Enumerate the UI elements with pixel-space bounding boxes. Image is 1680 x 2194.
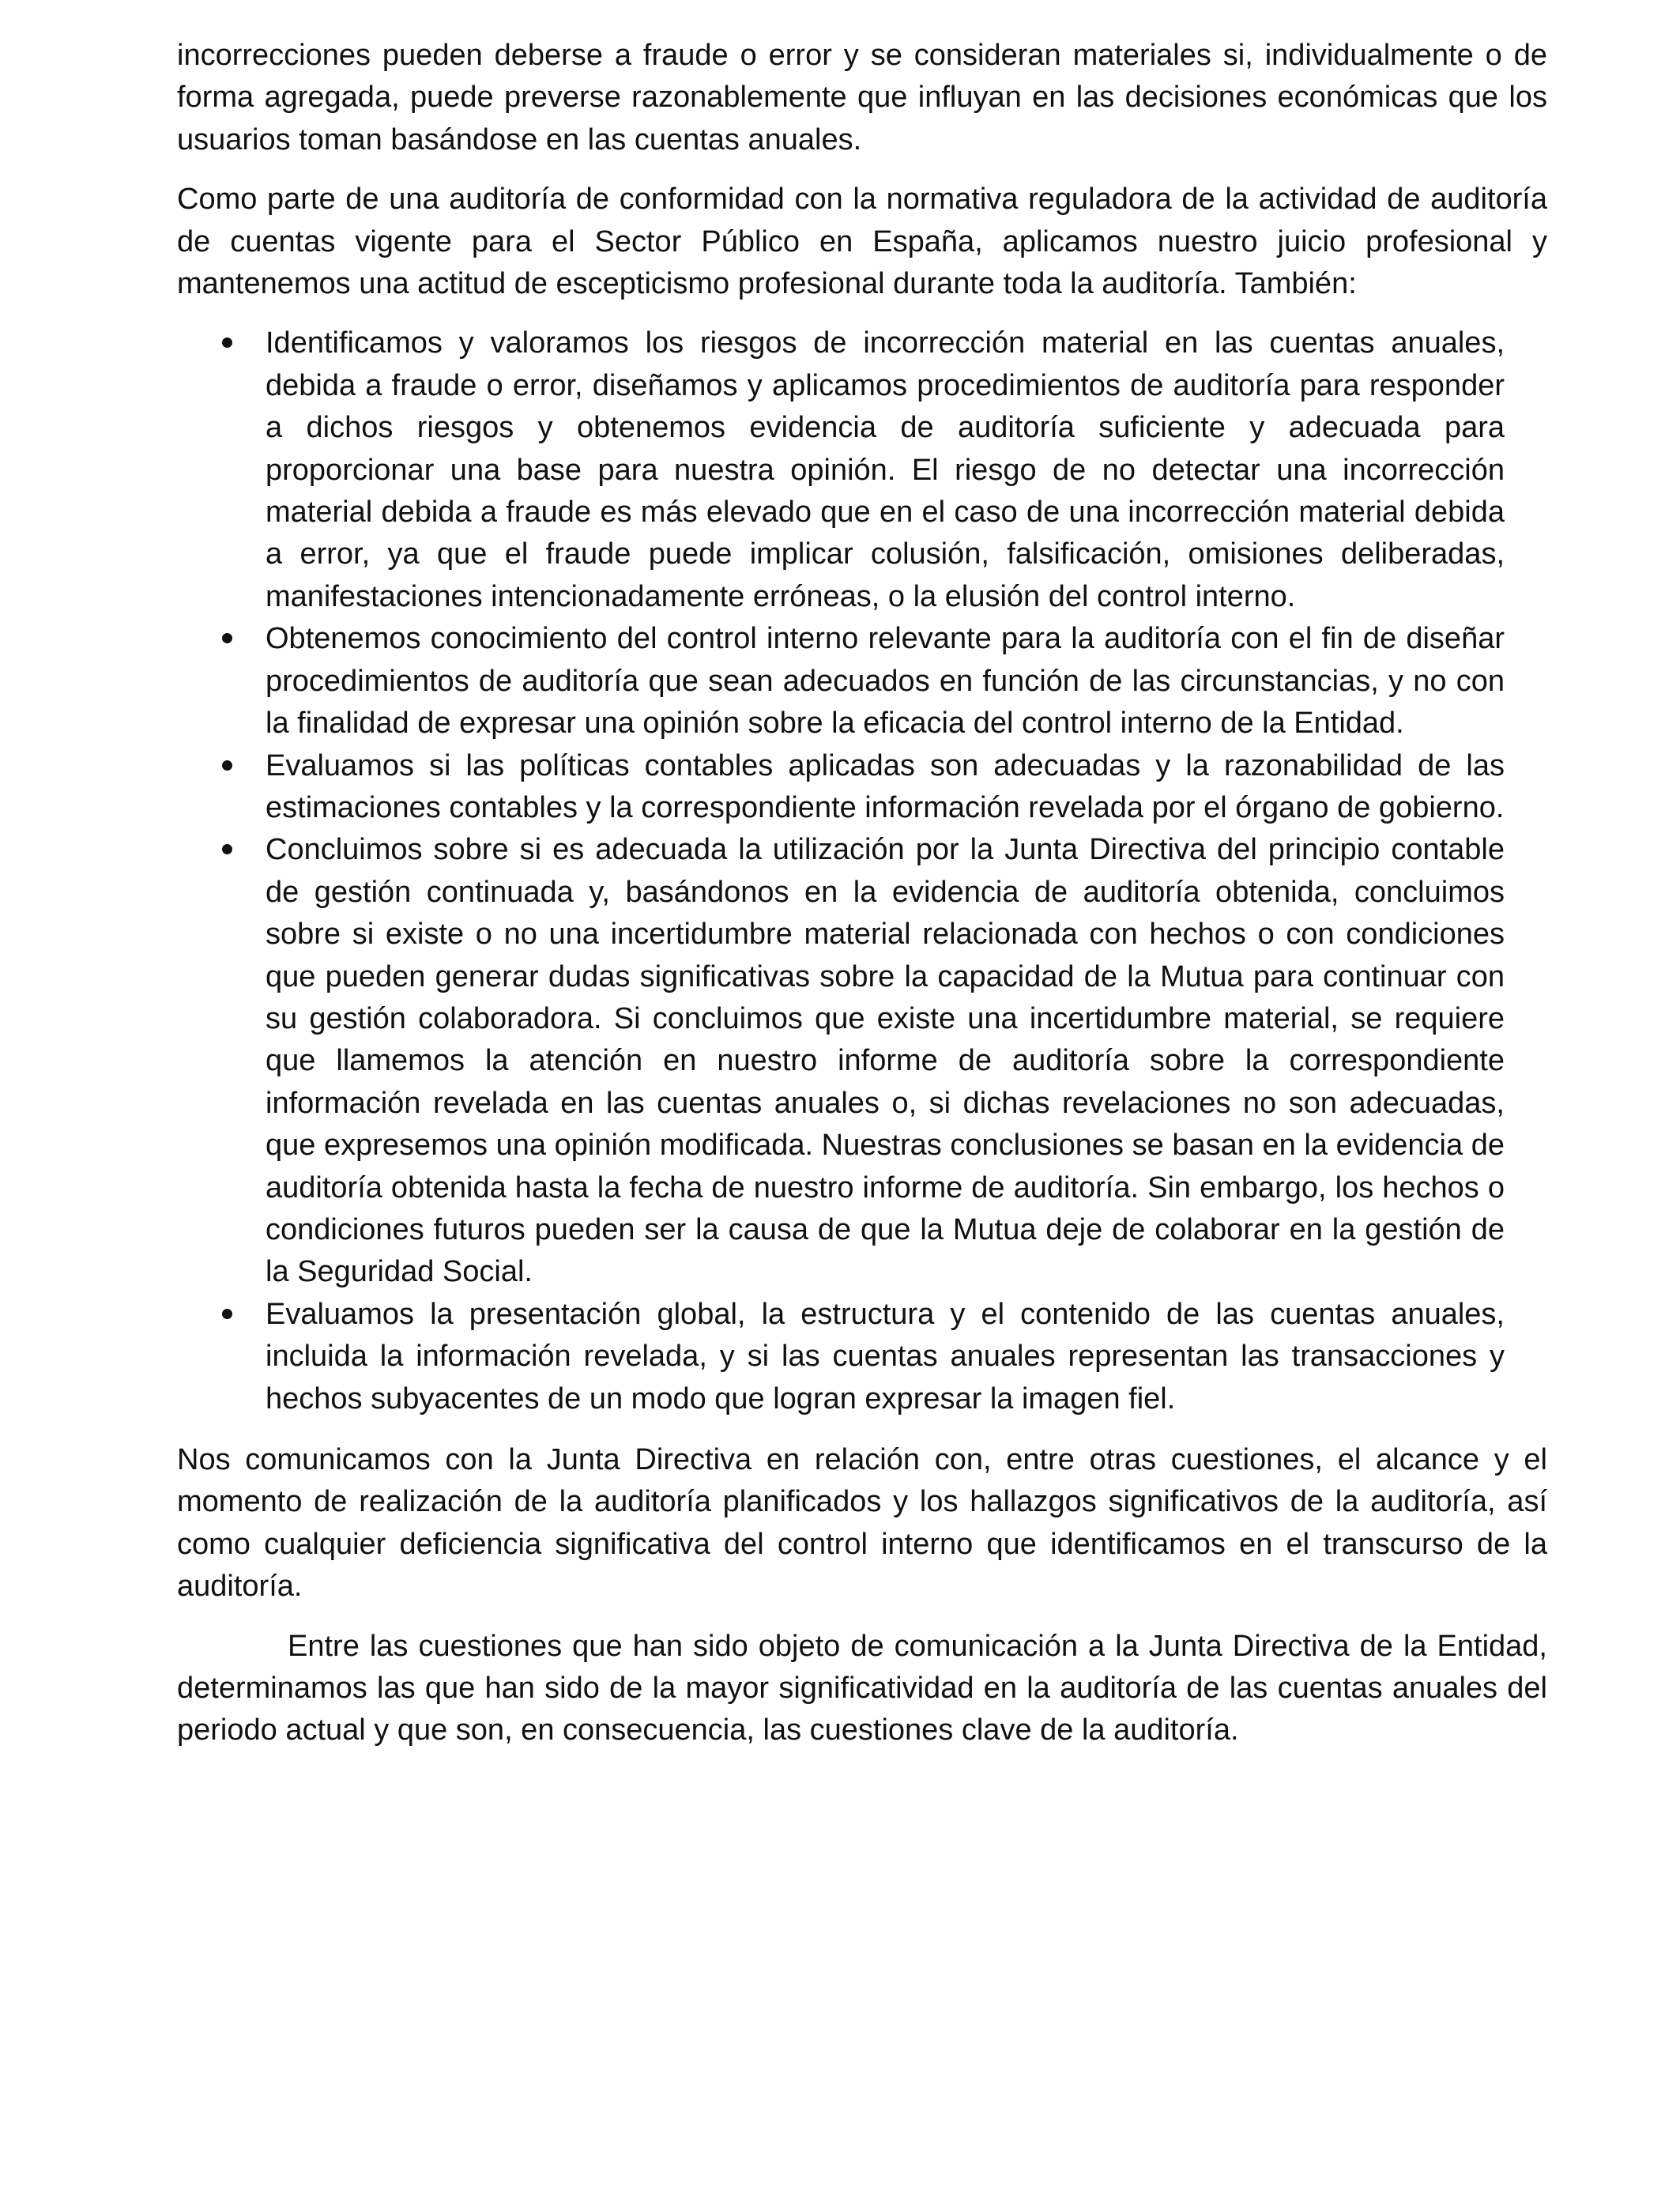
list-item-text: Concluimos sobre si es adecuada la utilización por la Junta Directiva del principio contable de gestión continuada y, basándonos en la evidencia de auditoría obtenida, concluimos sobre si existe o no una incertidumbre material relacionada con hechos o con condiciones que pueden generar dudas significativas sobre la capacidad de la Mutua para continuar con su gestión colaboradora. Si concluimos que existe una incertidumbre material, se requiere que llamemos la atención en nuestro informe de auditoría sobre la correspondiente información revelada en las cuentas anuales o, si dichas revelaciones no son adecuadas, que expresemos una opinión modificada. Nuestras conclusiones se basan en la evidencia de auditoría obtenida hasta la fecha de nuestro informe de auditoría. Sin embargo, los hechos o condiciones futuros pueden ser la causa de que la Mutua deje de colaborar en la gestión de la Seguridad Social. xyxy=(266,833,1505,1289)
list-item xyxy=(177,829,1547,1293)
list-item xyxy=(177,322,1547,618)
list-item-text: Identificamos y valoramos los riesgos de incorrección material en las cuentas anuales, debida a fraude o error, diseñamos y aplicamos procedimientos de auditoría para responder a dichos riesgos y obtenemos evidencia de auditoría suficiente y adecuada para proporcionar una base para nuestra opinión. El riesgo de no detectar una incorrección material debida a fraude es más elevado que en el caso de una incorrección material debida a error, ya que el fraude puede implicar colusión, falsificación, omisiones deliberadas, manifestaciones intencionadamente erróneas, o la elusión del control interno. xyxy=(266,326,1505,613)
bullet-icon xyxy=(222,1309,232,1319)
list-item xyxy=(177,745,1547,830)
paragraph-audit-approach: Como parte de una auditoría de conformidad con la normativa reguladora de la actividad de auditoría de cuentas vigente para el Sector Público en España, aplicamos nuestro juicio profesional y mantenemos una actitud de escepticismo profesional durante toda la auditoría. También: xyxy=(177,183,1547,301)
bullet-icon xyxy=(222,760,232,771)
list-item-text: Obtenemos conocimiento del control interno relevante para la auditoría con el fin de diseñar procedimientos de auditoría que sean adecuados en función de las circunstancias, y no con la finalidad de expresar una opinión sobre la eficacia del control interno de la Entidad. xyxy=(266,622,1505,741)
bullet-icon xyxy=(222,337,232,348)
paragraph-key-matters: Entre las cuestiones que han sido objeto de comunicación a la Junta Directiva de la Entidad, determinamos las que han sido de la mayor significatividad en la auditoría de las cuentas anuales del periodo actual y que son, en consecuencia, las cuestiones clave de la auditoría. xyxy=(177,1629,1547,1747)
list-item-text: Evaluamos si las políticas contables aplicadas son adecuadas y la razonabilidad de las estimaciones contables y la correspondiente información revelada por el órgano de gobierno. xyxy=(266,748,1505,824)
bullet-icon xyxy=(222,633,232,643)
document-page xyxy=(177,35,1547,1770)
list-item xyxy=(177,618,1547,745)
list-item-text: Evaluamos la presentación global, la estructura y el contenido de las cuentas anuales, incluida la información revelada, y si las cuentas anuales representan las transacciones y hechos subyacentes de un modo que logran expresar la imagen fiel. xyxy=(266,1297,1505,1416)
bullet-icon xyxy=(222,844,232,854)
list-item xyxy=(177,1294,1547,1420)
audit-procedures-list xyxy=(177,322,1547,1420)
paragraph-communication: Nos comunicamos con la Junta Directiva en relación con, entre otras cuestiones, el alcance y el momento de realización de la auditoría planificados y los hallazgos significativos de la auditoría, así como cualquier deficiencia significativa del control interno que identificamos en el transcurso de la auditoría. xyxy=(177,1443,1547,1604)
paragraph-materiality: incorrecciones pueden deberse a fraude o error y se consideran materiales si, individualmente o de forma agregada, puede preverse razonablemente que influyan en las decisiones económicas que los usuarios toman basándose en las cuentas anuales. xyxy=(177,39,1547,156)
